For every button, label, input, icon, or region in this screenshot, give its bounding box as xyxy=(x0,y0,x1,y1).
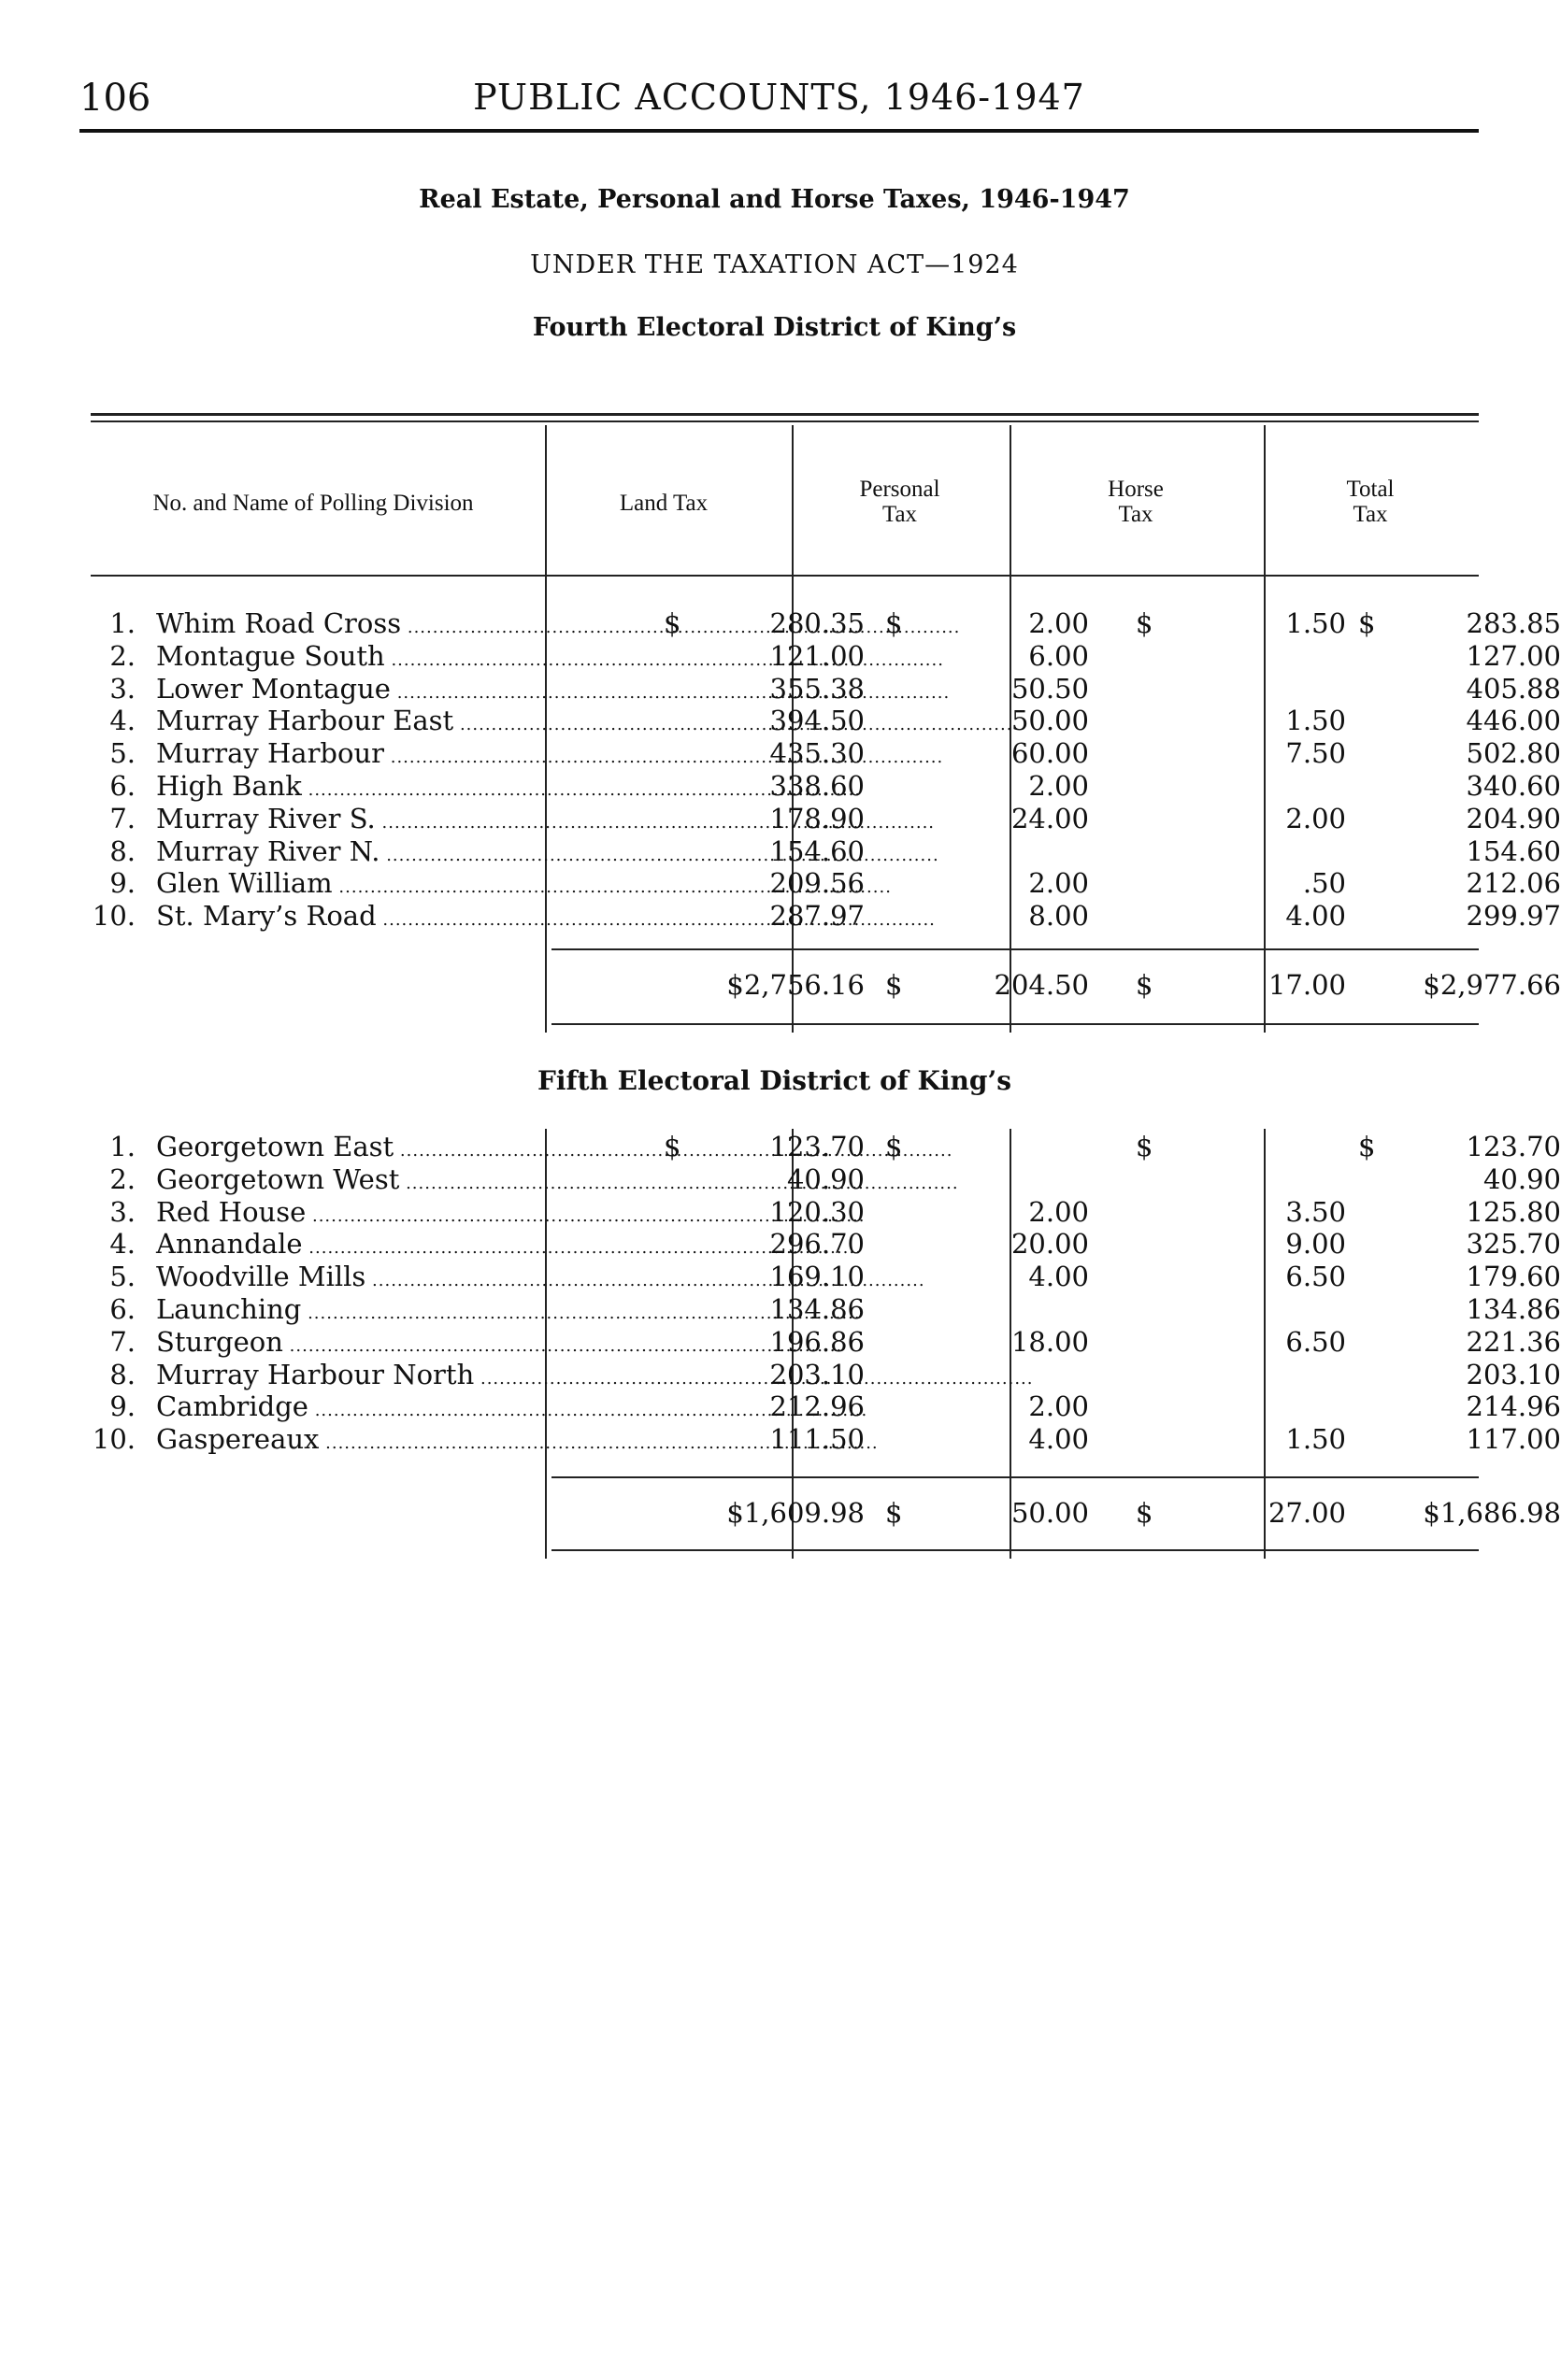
land-tax-value: 120.30 xyxy=(769,1195,865,1228)
row-number: 3. xyxy=(109,1195,136,1228)
total-tax-value: 214.96 xyxy=(1466,1390,1561,1423)
table-row xyxy=(79,867,1561,900)
polling-division-name: Murray Harbour North ..... xyxy=(156,1359,622,1390)
land-tax-value: 123.70 xyxy=(769,1131,865,1162)
page-header xyxy=(79,73,1479,133)
personal-tax-value: 2.00 xyxy=(1028,1390,1089,1423)
district-5-grand-total: $1,686.98 xyxy=(1423,1497,1561,1529)
row-number: 2. xyxy=(109,639,136,672)
total-tax-value: 134.86 xyxy=(1466,1293,1561,1325)
land-tax-value: 287.97 xyxy=(769,900,865,933)
district-4-heading: Fourth Electoral District of King’s xyxy=(532,313,1017,342)
land-tax-value: 280.35 xyxy=(769,607,865,639)
polling-division-name: Murray River S. ..... xyxy=(156,803,622,834)
header-top-rule xyxy=(91,413,1479,416)
land-tax-value: 178.90 xyxy=(769,802,865,834)
personal-tax-value: 50.00 xyxy=(1010,705,1089,737)
table-row xyxy=(79,802,1561,834)
running-head: PUBLIC ACCOUNTS, 1946-1947 xyxy=(473,77,1085,118)
land-tax-value: 435.30 xyxy=(769,737,865,770)
row-number: 2. xyxy=(109,1162,136,1195)
table-title: Real Estate, Personal and Horse Taxes, 1946-1947 xyxy=(419,185,1130,214)
personal-tax-value: 50.50 xyxy=(1010,672,1089,705)
district-5-personal-total: 50.00 xyxy=(1010,1497,1089,1529)
horse-tax-value: .50 xyxy=(1302,867,1346,900)
table-row xyxy=(79,900,1561,933)
land-tax-value: 212.96 xyxy=(769,1390,865,1423)
header-top-rule-2 xyxy=(91,420,1479,422)
total-tax-value: 40.90 xyxy=(1482,1162,1561,1195)
total-tax-value: 123.70 xyxy=(1466,1131,1561,1162)
total-tax-value: 179.60 xyxy=(1466,1261,1561,1293)
table-row xyxy=(79,639,1561,672)
land-tax-value: 203.10 xyxy=(769,1358,865,1390)
row-number: 10. xyxy=(92,1423,136,1456)
land-tax-value: 154.60 xyxy=(769,834,865,867)
district-5-sum-rule xyxy=(551,1476,1479,1478)
personal-tax-value: 20.00 xyxy=(1010,1228,1089,1261)
total-tax-value: 154.60 xyxy=(1466,834,1561,867)
personal-tax-value: 8.00 xyxy=(1028,900,1089,933)
page-number: 106 xyxy=(79,77,151,120)
horse-tax-currency: $ xyxy=(1136,1131,1153,1162)
table-row xyxy=(79,1195,1561,1228)
land-tax-value: 134.86 xyxy=(769,1293,865,1325)
personal-tax-value: 60.00 xyxy=(1010,737,1089,770)
horse-tax-value: 6.50 xyxy=(1285,1325,1346,1358)
horse-tax-value: 6.50 xyxy=(1285,1261,1346,1293)
land-tax-value: 209.56 xyxy=(769,867,865,900)
row-number: 4. xyxy=(109,705,136,737)
total-tax-value: 127.00 xyxy=(1466,639,1561,672)
horse-tax-value: 1.50 xyxy=(1285,607,1346,639)
horse-tax-value: 9.00 xyxy=(1285,1228,1346,1261)
table-row xyxy=(79,737,1561,770)
district-5-personal-total-currency: $ xyxy=(885,1497,903,1529)
total-tax-value: 203.10 xyxy=(1466,1358,1561,1390)
district-4-horse-total-currency: $ xyxy=(1136,969,1153,1001)
land-tax-value: 338.60 xyxy=(769,770,865,802)
personal-tax-value: 2.00 xyxy=(1028,867,1089,900)
header-bottom-rule xyxy=(91,575,1479,577)
land-tax-value: 196.86 xyxy=(769,1325,865,1358)
polling-division-name: Launching ..... xyxy=(156,1293,622,1325)
total-tax-value: 340.60 xyxy=(1466,770,1561,802)
total-tax-value: 221.36 xyxy=(1466,1325,1561,1358)
land-tax-currency: $ xyxy=(664,607,681,639)
polling-division-name: Murray River N. ..... xyxy=(156,835,622,867)
polling-division-name: Glen William ..... xyxy=(156,867,622,899)
district-4-horse-total: 17.00 xyxy=(1267,969,1346,1001)
district-5-horse-total-currency: $ xyxy=(1136,1497,1153,1529)
polling-division-name: Montague South ..... xyxy=(156,640,622,672)
district-4-totals-row xyxy=(79,969,1561,1001)
row-number: 1. xyxy=(109,1131,136,1162)
district-4-personal-total-currency: $ xyxy=(885,969,903,1001)
personal-tax-value: 24.00 xyxy=(1010,802,1089,834)
land-tax-value: 121.00 xyxy=(769,639,865,672)
total-tax-value: 117.00 xyxy=(1466,1423,1561,1456)
horse-tax-value: 3.50 xyxy=(1285,1195,1346,1228)
horse-tax-value: 2.00 xyxy=(1285,802,1346,834)
row-number: 5. xyxy=(109,1261,136,1293)
row-number: 9. xyxy=(109,1390,136,1423)
total-tax-value: 405.88 xyxy=(1466,672,1561,705)
table-row xyxy=(79,672,1561,705)
polling-division-name: Red House ..... xyxy=(156,1196,622,1228)
total-tax-currency: $ xyxy=(1358,1131,1376,1162)
col-head-land: Land Tax xyxy=(619,491,709,516)
row-number: 10. xyxy=(92,900,136,933)
district-4-grand-total: $2,977.66 xyxy=(1423,969,1561,1001)
table-row xyxy=(79,705,1561,737)
land-tax-value: 394.50 xyxy=(769,705,865,737)
act-subtitle: UNDER THE TAXATION ACT—1924 xyxy=(530,250,1019,279)
col-head-horse: Horse Tax xyxy=(1108,477,1164,527)
row-number: 7. xyxy=(109,1325,136,1358)
total-tax-value: 446.00 xyxy=(1466,705,1561,737)
col-head-personal: Personal Tax xyxy=(859,477,940,527)
row-number: 4. xyxy=(109,1228,136,1261)
polling-division-name: Lower Montague ..... xyxy=(156,673,622,705)
total-tax-value: 502.80 xyxy=(1466,737,1561,770)
table-row xyxy=(79,1228,1561,1261)
horse-tax-value: 1.50 xyxy=(1285,705,1346,737)
land-tax-value: 355.38 xyxy=(769,672,865,705)
personal-tax-value: 2.00 xyxy=(1028,770,1089,802)
row-number: 6. xyxy=(109,1293,136,1325)
district-5-totals-row xyxy=(79,1497,1561,1529)
total-tax-value: 204.90 xyxy=(1466,802,1561,834)
district-5-land-total: $1,609.98 xyxy=(726,1497,865,1529)
polling-division-name: Georgetown East ..... xyxy=(156,1131,622,1162)
table-row xyxy=(79,1131,1561,1162)
district-4-sum-rule xyxy=(551,948,1479,950)
polling-division-name: Annandale ..... xyxy=(156,1228,622,1260)
polling-division-name: Gaspereaux ..... xyxy=(156,1423,622,1455)
district-4-personal-total: 204.50 xyxy=(994,969,1089,1001)
total-tax-value: 283.85 xyxy=(1466,607,1561,639)
horse-tax-value: 7.50 xyxy=(1285,737,1346,770)
personal-tax-value: 2.00 xyxy=(1028,607,1089,639)
personal-tax-value: 4.00 xyxy=(1028,1423,1089,1456)
table-row xyxy=(79,607,1561,639)
personal-tax-value: 18.00 xyxy=(1010,1325,1089,1358)
row-number: 8. xyxy=(109,1358,136,1390)
personal-tax-value: 2.00 xyxy=(1028,1195,1089,1228)
district-4-land-total: $2,756.16 xyxy=(726,969,865,1001)
col-head-total: Total Tax xyxy=(1346,477,1395,527)
horse-tax-currency: $ xyxy=(1136,607,1153,639)
land-tax-currency: $ xyxy=(664,1131,681,1162)
land-tax-value: 296.70 xyxy=(769,1228,865,1261)
district-4-end-rule xyxy=(551,1023,1479,1025)
table-row xyxy=(79,1390,1561,1423)
personal-tax-currency: $ xyxy=(885,607,903,639)
total-tax-value: 325.70 xyxy=(1466,1228,1561,1261)
row-number: 8. xyxy=(109,834,136,867)
row-number: 3. xyxy=(109,672,136,705)
polling-division-name: Georgetown West ..... xyxy=(156,1163,622,1195)
polling-division-name: Cambridge ..... xyxy=(156,1390,622,1422)
polling-division-name: Sturgeon ..... xyxy=(156,1326,622,1358)
horse-tax-value: 1.50 xyxy=(1285,1423,1346,1456)
table-row xyxy=(79,1162,1561,1195)
polling-division-name: High Bank ..... xyxy=(156,770,622,802)
total-tax-value: 125.80 xyxy=(1466,1195,1561,1228)
col-head-name: No. and Name of Polling Division xyxy=(152,491,474,516)
district-5-heading: Fifth Electoral District of King’s xyxy=(537,1065,1011,1096)
row-number: 9. xyxy=(109,867,136,900)
total-tax-value: 212.06 xyxy=(1466,867,1561,900)
row-number: 7. xyxy=(109,802,136,834)
row-number: 6. xyxy=(109,770,136,802)
table-row xyxy=(79,1293,1561,1325)
land-tax-value: 40.90 xyxy=(786,1162,865,1195)
polling-division-name: Murray Harbour ..... xyxy=(156,737,622,769)
district-5-end-rule xyxy=(551,1549,1479,1551)
district-5-horse-total: 27.00 xyxy=(1267,1497,1346,1529)
total-tax-currency: $ xyxy=(1358,607,1376,639)
table-row xyxy=(79,1358,1561,1390)
personal-tax-currency: $ xyxy=(885,1131,903,1162)
horse-tax-value: 4.00 xyxy=(1285,900,1346,933)
polling-division-name: St. Mary’s Road ..... xyxy=(156,900,622,932)
polling-division-name: Murray Harbour East ..... xyxy=(156,705,622,736)
total-tax-value: 299.97 xyxy=(1466,900,1561,933)
personal-tax-value: 6.00 xyxy=(1028,639,1089,672)
personal-tax-value: 4.00 xyxy=(1028,1261,1089,1293)
polling-division-name: Whim Road Cross ..... xyxy=(156,607,622,639)
table-row xyxy=(79,770,1561,802)
row-number: 1. xyxy=(109,607,136,639)
row-number: 5. xyxy=(109,737,136,770)
land-tax-value: 169.10 xyxy=(769,1261,865,1293)
polling-division-name: Woodville Mills ..... xyxy=(156,1261,622,1292)
table-row xyxy=(79,1325,1561,1358)
land-tax-value: 111.50 xyxy=(769,1423,865,1456)
table-row xyxy=(79,834,1561,867)
table-row xyxy=(79,1423,1561,1456)
table-row xyxy=(79,1261,1561,1293)
